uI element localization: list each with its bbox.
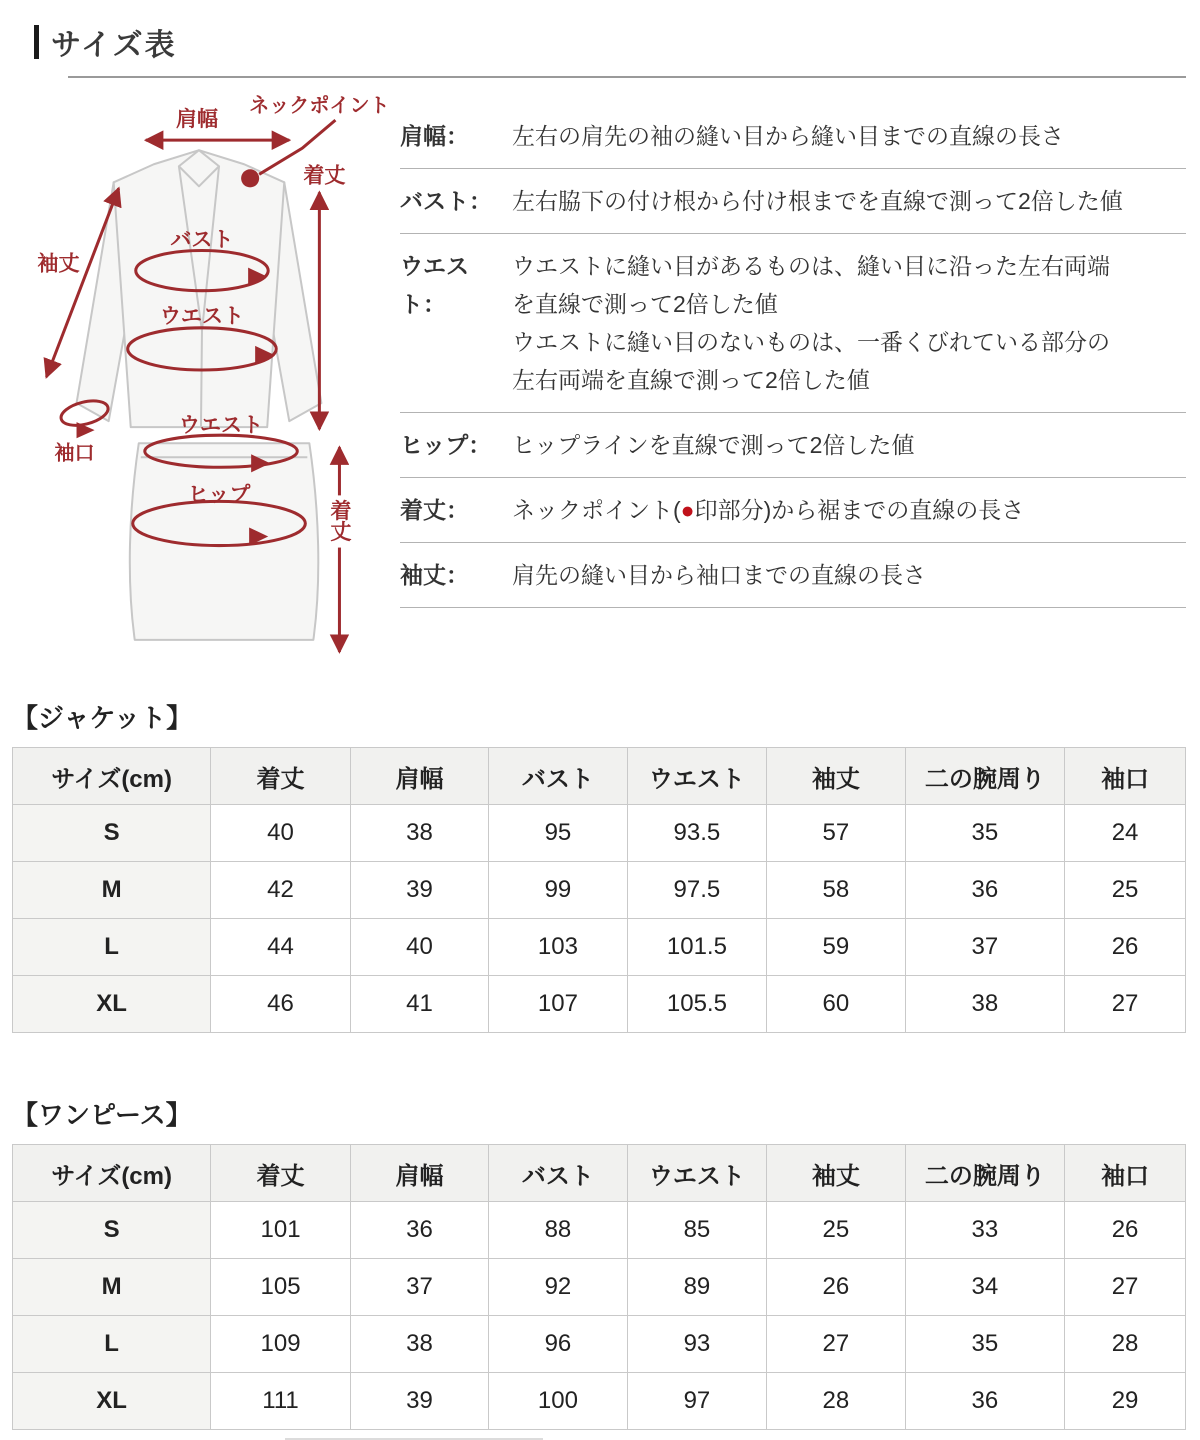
definition-row (400, 169, 1186, 234)
measurement-value-cell: 58 (767, 862, 905, 919)
jacket-length-label: 着丈 (303, 164, 346, 188)
column-header: 袖丈 (767, 1145, 905, 1202)
measurement-value-cell: 97 (627, 1373, 767, 1430)
definition-description (512, 117, 1186, 155)
jacket-table-heading: 【ジャケット】 (12, 703, 193, 733)
measurement-value-cell: 99 (489, 862, 627, 919)
measurement-value-cell: 97.5 (627, 862, 767, 919)
definition-line: 肩先の縫い目から袖口までの直線の長さ (512, 562, 926, 588)
measurement-value-cell: 36 (905, 862, 1065, 919)
size-label-cell: XL (13, 1373, 211, 1430)
measurement-value-cell: 101 (211, 1202, 351, 1259)
measurement-value-cell: 36 (350, 1202, 488, 1259)
measurement-value-cell: 27 (767, 1316, 905, 1373)
title-accent-bar (34, 25, 39, 59)
definition-description (512, 491, 1186, 529)
measurement-value-cell: 41 (350, 976, 488, 1033)
definition-line: 左右脇下の付け根から付け根までを直線で測って2倍した値 (512, 188, 1123, 214)
dress-table-heading: 【ワンピース】 (12, 1100, 192, 1130)
definition-description (512, 426, 1186, 464)
measurement-value-cell: 38 (905, 976, 1065, 1033)
size-label-cell: XL (13, 976, 211, 1033)
column-header: 肩幅 (350, 1145, 488, 1202)
page-header (0, 0, 1200, 78)
size-label-cell: S (13, 1202, 211, 1259)
measurement-value-cell: 26 (767, 1259, 905, 1316)
column-header: 袖口 (1065, 748, 1186, 805)
measurement-value-cell: 95 (489, 805, 627, 862)
jacket-waist-label: ウエスト (159, 304, 245, 328)
measurement-value-cell: 93.5 (627, 805, 767, 862)
measurement-value-cell: 92 (489, 1259, 627, 1316)
measurement-value-cell: 88 (489, 1202, 627, 1259)
definition-line: ウエストに縫い目のないものは、一番くびれている部分の (512, 329, 1110, 355)
table-row (13, 1259, 1186, 1316)
hip-label: ヒップ (187, 483, 251, 507)
definition-row (400, 413, 1186, 478)
definition-row (400, 478, 1186, 543)
measurement-value-cell: 28 (1065, 1316, 1186, 1373)
sleeve-length-label: 袖丈 (37, 252, 80, 276)
definition-term: 肩幅： (400, 123, 469, 149)
column-header: 二の腕周り (905, 1145, 1065, 1202)
definition-term: 着丈： (400, 497, 469, 523)
measurement-value-cell: 40 (350, 919, 488, 976)
measurement-guide-section (0, 90, 1200, 690)
neck-point-label: ネックポイント (249, 95, 390, 118)
column-header: ウエスト (627, 1145, 767, 1202)
definition-term: 袖丈： (400, 562, 469, 588)
measurement-value-cell: 26 (1065, 1202, 1186, 1259)
measurement-value-cell: 26 (1065, 919, 1186, 976)
neck-point-dot-icon: ● (680, 497, 695, 523)
measurement-value-cell: 107 (489, 976, 627, 1033)
measurement-value-cell: 38 (350, 805, 488, 862)
measurement-value-cell: 89 (627, 1259, 767, 1316)
dress-size-table (12, 1144, 1186, 1430)
table-header-row (13, 1145, 1186, 1202)
definition-row (400, 234, 1186, 413)
measurement-value-cell: 111 (211, 1373, 351, 1430)
measurement-value-cell: 42 (211, 862, 351, 919)
measurement-value-cell: 39 (350, 1373, 488, 1430)
size-label-cell: L (13, 919, 211, 976)
measurement-value-cell: 28 (767, 1373, 905, 1430)
definition-row (400, 104, 1186, 169)
measurement-value-cell: 46 (211, 976, 351, 1033)
size-tables-section (12, 698, 1186, 1430)
measurement-value-cell: 85 (627, 1202, 767, 1259)
skirt-waist-label: ウエスト (178, 414, 264, 438)
table-header-row (13, 748, 1186, 805)
measurement-value-cell: 96 (489, 1316, 627, 1373)
measurement-value-cell: 105.5 (627, 976, 767, 1033)
neck-point-dot-icon (241, 169, 259, 187)
bust-label: バスト (170, 228, 234, 252)
jacket-size-table (12, 747, 1186, 1033)
measurement-value-cell: 38 (350, 1316, 488, 1373)
header-divider (68, 76, 1186, 78)
column-header: 肩幅 (350, 748, 488, 805)
table-row (13, 919, 1186, 976)
measurement-value-cell: 39 (350, 862, 488, 919)
column-header: 袖口 (1065, 1145, 1186, 1202)
column-header: バスト (489, 748, 627, 805)
definition-line: ウエストに縫い目があるものは、縫い目に沿った左右両端 (512, 253, 1110, 279)
measurement-value-cell: 37 (905, 919, 1065, 976)
measurement-value-cell: 105 (211, 1259, 351, 1316)
definition-term: ヒップ： (400, 432, 492, 458)
size-label-cell: M (13, 862, 211, 919)
size-label-cell: S (13, 805, 211, 862)
jacket-body (114, 150, 285, 427)
measurement-value-cell: 34 (905, 1259, 1065, 1316)
definition-line: を直線で測って2倍した値 (512, 291, 778, 317)
measurement-definitions (400, 104, 1186, 608)
size-label-cell: L (13, 1316, 211, 1373)
measurement-value-cell: 103 (489, 919, 627, 976)
definition-description (512, 247, 1186, 399)
measurement-value-cell: 59 (767, 919, 905, 976)
column-header: バスト (489, 1145, 627, 1202)
definition-row (400, 543, 1186, 608)
table-row (13, 805, 1186, 862)
measurement-value-cell: 44 (211, 919, 351, 976)
measurement-value-cell: 101.5 (627, 919, 767, 976)
column-header-size: サイズ(cm) (13, 748, 211, 805)
measurement-value-cell: 40 (211, 805, 351, 862)
measurement-value-cell: 109 (211, 1316, 351, 1373)
measurement-value-cell: 27 (1065, 976, 1186, 1033)
definition-line: ネックポイント(●印部分)から裾までの直線の長さ (512, 497, 1025, 523)
shoulder-width-label: 肩幅 (175, 108, 219, 132)
measurement-value-cell: 60 (767, 976, 905, 1033)
definition-term: ウエスト： (400, 253, 469, 317)
cuff-label: 袖口 (54, 442, 95, 465)
definition-line: ヒップラインを直線で測って2倍した値 (512, 432, 915, 458)
table-row (13, 976, 1186, 1033)
column-header: 二の腕周り (905, 748, 1065, 805)
definition-term: バスト： (400, 188, 492, 214)
table-row (13, 1316, 1186, 1373)
definition-description (512, 556, 1186, 594)
skirt-length-label: 着丈 (327, 499, 351, 542)
measurement-value-cell: 36 (905, 1373, 1065, 1430)
column-header-size: サイズ(cm) (13, 1145, 211, 1202)
size-label-cell: M (13, 1259, 211, 1316)
definition-description (512, 182, 1186, 220)
table-row (13, 1202, 1186, 1259)
measurement-value-cell: 25 (1065, 862, 1186, 919)
skirt-outline (130, 443, 319, 640)
measurement-value-cell: 37 (350, 1259, 488, 1316)
measurement-value-cell: 35 (905, 1316, 1065, 1373)
column-header: 着丈 (211, 748, 351, 805)
measurement-value-cell: 25 (767, 1202, 905, 1259)
column-header: 袖丈 (767, 748, 905, 805)
definition-line: 左右両端を直線で測って2倍した値 (512, 367, 870, 393)
measurement-value-cell: 35 (905, 805, 1065, 862)
measurement-value-cell: 29 (1065, 1373, 1186, 1430)
column-header: ウエスト (627, 748, 767, 805)
measurement-value-cell: 27 (1065, 1259, 1186, 1316)
page-title: サイズ表 (51, 29, 177, 62)
garment-measurement-diagram (18, 90, 400, 672)
measurement-value-cell: 24 (1065, 805, 1186, 862)
table-row (13, 862, 1186, 919)
measurement-value-cell: 100 (489, 1373, 627, 1430)
table-row (13, 1373, 1186, 1430)
measurement-value-cell: 93 (627, 1316, 767, 1373)
measurement-value-cell: 33 (905, 1202, 1065, 1259)
definition-line: 左右の肩先の袖の縫い目から縫い目までの直線の長さ (512, 123, 1064, 149)
measurement-value-cell: 57 (767, 805, 905, 862)
column-header: 着丈 (211, 1145, 351, 1202)
